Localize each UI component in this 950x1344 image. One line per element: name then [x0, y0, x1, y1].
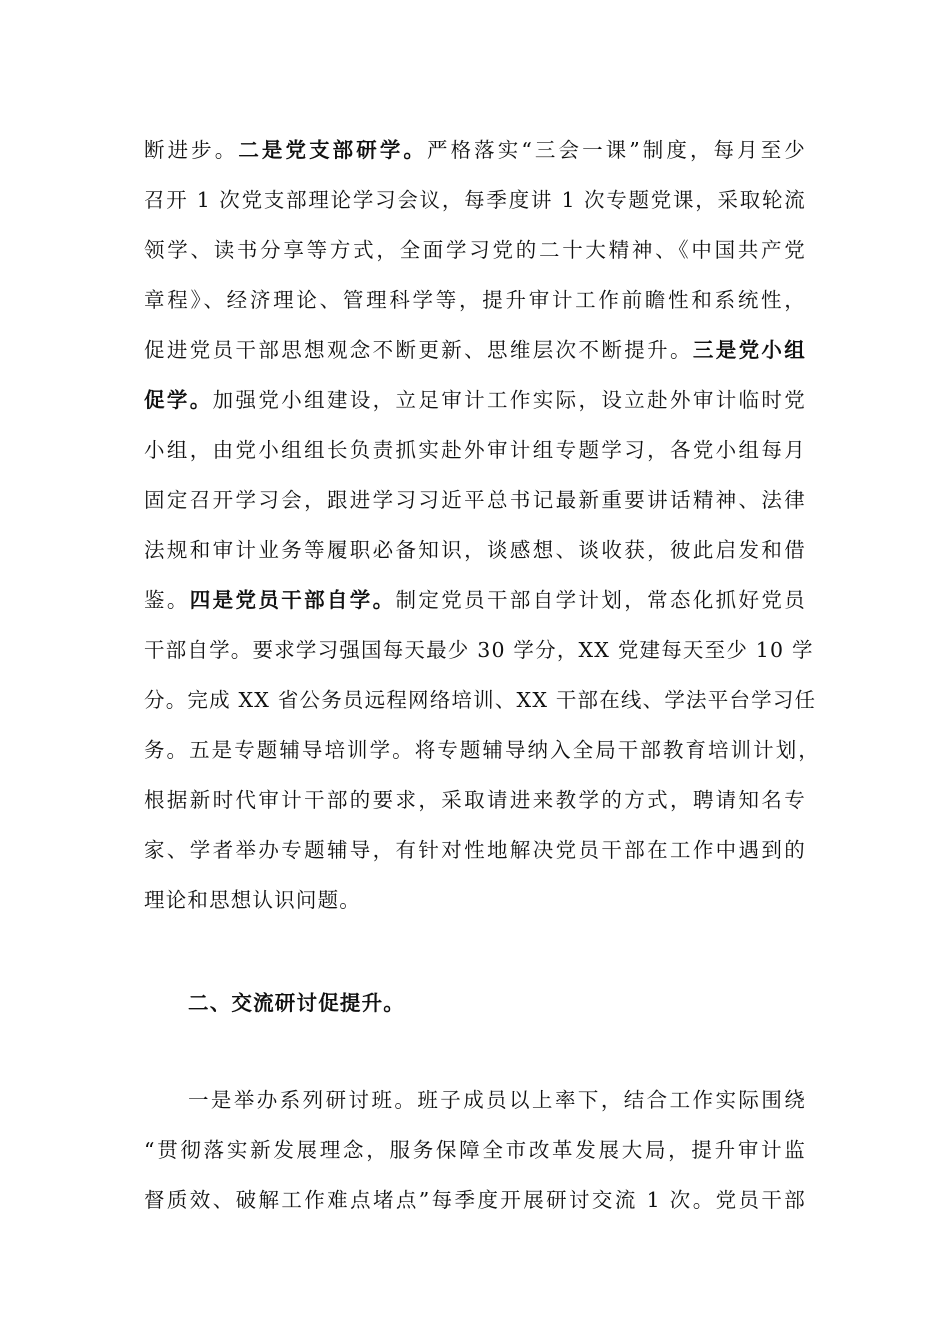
body-line: 家、学者举办专题辅导，有针对性地解决党员干部在工作中遇到的 — [144, 838, 806, 862]
text-run: 鉴。 — [144, 588, 190, 612]
body-line: 召开 1 次党支部理论学习会议，每季度讲 1 次专题党课，采取轮流 — [144, 188, 806, 212]
text-run: 制定党员干部自学计划，常态化抓好党员 — [395, 588, 806, 612]
body-line: 章程》、经济理论、管理科学等，提升审计工作前瞻性和系统性， — [144, 288, 806, 312]
body-line — [144, 387, 806, 413]
body-line — [144, 587, 806, 613]
section-heading: 二、交流研讨促提升。 — [188, 991, 405, 1015]
text-run: 严格落实“三会一课”制度，每月至少 — [427, 138, 806, 162]
body-line: 务。五是专题辅导培训学。将专题辅导纳入全局干部教育培训计划， — [144, 738, 820, 762]
body-line: 根据新时代审计干部的要求，采取请进来教学的方式，聘请知名专 — [144, 788, 806, 812]
bold-run: 二是党支部研学。 — [238, 138, 428, 162]
body-line: 一是举办系列研讨班。班子成员以上率下，结合工作实际围绕 — [188, 1088, 806, 1112]
body-line: 法规和审计业务等履职必备知识，谈感想、谈收获，彼此启发和借 — [144, 538, 806, 562]
body-line: “贯彻落实新发展理念，服务保障全市改革发展大局，提升审计监 — [144, 1138, 806, 1162]
body-line: 理论和思想认识问题。 — [144, 888, 361, 912]
body-line — [144, 137, 806, 163]
body-line — [144, 337, 806, 363]
body-line: 干部自学。要求学习强国每天最少 30 学分，XX 党建每天至少 10 学 — [144, 638, 814, 662]
body-line: 领学、读书分享等方式，全面学习党的二十大精神、《中国共产党 — [144, 238, 806, 262]
bold-run: 三是党小组 — [692, 338, 806, 362]
body-line: 分。完成 XX 省公务员远程网络培训、XX 干部在线、学法平台学习任 — [144, 688, 817, 712]
bold-run: 四是党员干部自学。 — [189, 588, 396, 612]
text-run: 加强党小组建设，立足审计工作实际，设立赴外审计临时党 — [212, 388, 806, 412]
text-run: 促进党员干部思想观念不断更新、思维层次不断提升。 — [144, 338, 693, 362]
body-line: 督质效、破解工作难点堵点”每季度开展研讨交流 1 次。党员干部 — [144, 1188, 806, 1212]
text-run: 断进步。 — [144, 138, 239, 162]
body-line: 小组，由党小组组长负责抓实赴外审计组专题学习，各党小组每月 — [144, 438, 806, 462]
body-line: 固定召开学习会，跟进学习习近平总书记最新重要讲话精神、法律 — [144, 488, 806, 512]
bold-run: 促学。 — [144, 388, 213, 412]
